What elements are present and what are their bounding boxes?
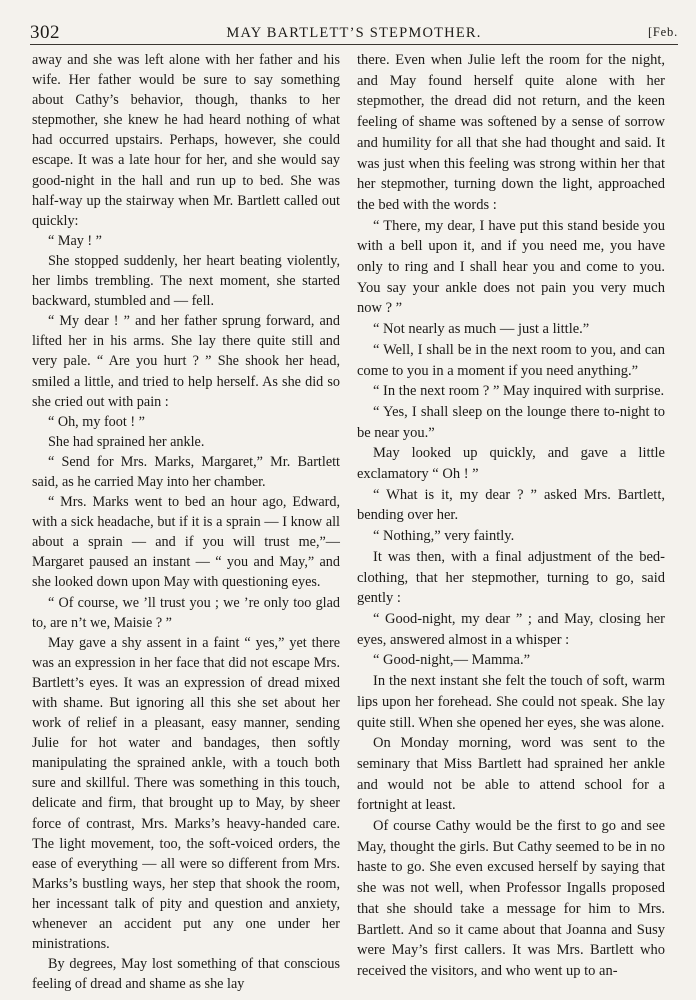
right-column (357, 50, 665, 982)
paragraph: “ Of course, we ’ll trust you ; we ’re only too glad to, are n’t we, Maisie ? ” (32, 594, 340, 631)
issue-month: [Feb. (647, 25, 678, 39)
paragraph: It was then, with a final adjustment of the bed-clothing, that her stepmother, turning to go, said gently : (357, 548, 665, 607)
paragraph: “ Oh, my foot ! ” (48, 413, 145, 430)
header-rule (30, 44, 678, 45)
paragraph: away and she was left alone with her father and his wife. Her father would be sure to say something about Cathy’s behavior, though, thanks to her stepmother, she knew he had heard nothing of what had occurred upstairs. Perhaps, however, she could escape. It was a late hour for her, and she would say good-night in the hall and run up to bed. She was half-way up the stairway when Mr. Bartlett called out quickly: (32, 52, 340, 229)
paragraph: “ Well, I shall be in the next room to you, and can come to you in a moment if you need anything.” (357, 341, 665, 379)
paragraph: “ Yes, I shall sleep on the lounge there to-night to be near you.” (357, 403, 665, 441)
running-title: MAY BARTLETT’S STEPMOTHER. (226, 25, 482, 41)
paragraph: May looked up quickly, and gave a little exclamatory “ Oh ! ” (357, 445, 665, 483)
paragraph: She stopped suddenly, her heart beating violently, her limbs trembling. The next moment, she started backward, stumbled and — fell. (32, 252, 340, 310)
paragraph: there. Even when Julie left the room for the night, and May found herself quite alone with her stepmother, the dread did not return, and the keen feeling of shame was softened by a sense of sorrow and humility for all that she had thought and said. It was just when this feeling was strong within her that her stepmother, turning down the light, approached the bed with the words : (357, 52, 665, 213)
paragraph: “ Not nearly as much — just a little.” (373, 321, 590, 338)
paragraph: “ Nothing,” very faintly. (373, 528, 515, 545)
paragraph: “ In the next room ? ” May inquired with surprise. (373, 383, 665, 400)
paragraph: By degrees, May lost something of that conscious feeling of dread and shame as she lay (32, 956, 340, 993)
left-column (32, 50, 340, 994)
paragraph: Of course Cathy would be the first to go and see May, thought the girls. But Cathy seemed to be in no haste to go. She even excused herself by saying that she was not well, when Professor Ingalls proposed that she should take a message for him to Mrs. Bartlett. And so it came about that Joanna and Susy were May’s first callers. It was Mrs. Bartlett who received the visitors, and who went up to an- (357, 818, 665, 979)
paragraph: “ My dear ! ” and her father sprung forward, and lifted her in his arms. She lay there quite still and very pale. “ Are you hurt ? ” She shook her head, smiled a little, and tried to help herself. As she did so she cried out with pain : (32, 313, 340, 410)
paragraph: “ What is it, my dear ? ” asked Mrs. Bartlett, bending over her. (357, 486, 665, 524)
paragraph: “ Send for Mrs. Marks, Margaret,” Mr. Bartlett said, as he carried May into her chamber. (32, 453, 340, 490)
paragraph: “ May ! ” (48, 232, 102, 249)
paragraph: May gave a shy assent in a faint “ yes,” yet there was an expression in her face that did not escape Mrs. Bartlett’s eyes. It was an expression of dread mixed with shame. But ignoring all this she set about her work of relief in a pleasant, easy manner, sending Julie for hot water and bandages, then softly manipulating the sprained ankle, with a touch both sure and skillful. There was something in this touch, delicate and firm, that brought up to May, by sheer force of contrast, Mrs. Marks’s heavy-handed care. The light movement, too, the soft-voiced orders, the ease of everything — all were so different from Mrs. Marks’s bustling ways, her step that shook the room, her incessant talk of pity and question and anxiety, whenever an accident put any one under her ministrations. (32, 634, 340, 953)
paragraph: On Monday morning, word was sent to the seminary that Miss Bartlett had sprained her ankle and would not be able to attend school for a fortnight at least. (357, 735, 665, 814)
paragraph: “ Good-night, my dear ” ; and May, closing her eyes, answered almost in a whisper : (357, 610, 665, 648)
paragraph: “ Mrs. Marks went to bed an hour ago, Edward, with a sick headache, but if it is a sprain — I know all about a sprain — and if you will trust me,”— Margaret paused an instant — “ you and May,” and she looked down upon May with questioning eyes. (32, 494, 340, 591)
page-header (30, 22, 678, 46)
paragraph: “ Good-night,— Mamma.” (373, 652, 531, 669)
paragraph: “ There, my dear, I have put this stand beside you with a bell upon it, and if you need me, you have only to ring and I shall hear you and come to you. You say your ankle does not pain you very much now ? ” (357, 217, 665, 317)
paragraph: She had sprained her ankle. (48, 433, 205, 450)
page-number: 302 (30, 22, 60, 43)
paragraph: In the next instant she felt the touch of soft, warm lips upon her forehead. She could not speak. She lay quite still. When she opened her eyes, she was alone. (357, 673, 665, 731)
